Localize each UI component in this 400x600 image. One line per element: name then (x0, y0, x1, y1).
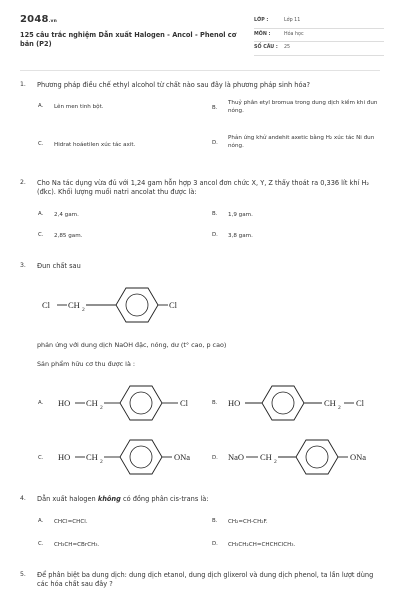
question-number: 2. (20, 179, 26, 186)
option-letter: A. (38, 400, 44, 406)
option-letter: B. (212, 518, 218, 524)
product-prompt: Sản phẩm hữu cơ thu được là : (37, 360, 136, 368)
question-text-part: Dẫn xuất halogen (37, 495, 98, 503)
option-letter: C. (38, 141, 44, 147)
benzene-ring (262, 386, 304, 420)
option-letter: B. (212, 211, 218, 217)
option-letter: B. (212, 400, 218, 406)
meta-row-class (254, 15, 384, 29)
question-number: 1. (20, 81, 26, 88)
hydroxyl-label: HO (228, 398, 241, 408)
option-b-structure[interactable] (226, 382, 382, 428)
methylene-label: CH (260, 452, 272, 462)
logo-text: 2048 (20, 14, 49, 25)
question-text (37, 495, 377, 504)
option-d-structure[interactable] (226, 436, 382, 482)
header-divider (20, 70, 380, 71)
option-text: Thuỷ phân etyl bromua trong dung dịch kiềm khi đun nóng. (228, 100, 378, 115)
option-letter: C. (38, 455, 44, 461)
question-text: Cho Na tác dụng vừa đủ với 1,24 gam hỗn hợp 3 ancol đơn chức X, Y, Z thấy thoát ra 0,336 lít khí H₂ (đkc). Khối lượng muối natri ancolat thu được là: (37, 179, 370, 196)
site-logo[interactable] (20, 13, 57, 27)
reactant-structure (40, 282, 210, 328)
question-text-part: có đồng phân cis-trans là: (120, 495, 209, 503)
meta-row-count (254, 42, 384, 56)
option-letter: B. (212, 105, 218, 111)
option-letter: D. (212, 140, 218, 146)
subscript-two: 2 (82, 307, 85, 313)
option-text: CH₃CH=CBrCH₃. (54, 542, 100, 548)
option-text: Phản ứng khử andehit axetic bằng H₂ xúc tác Ni đun nóng. (228, 135, 375, 150)
option-letter: D. (212, 232, 218, 238)
question-number: 3. (20, 262, 26, 269)
quiz-title: 125 câu trắc nghiệm Dẫn xuất Halogen - Ancol - Phenol cơ bản (P2) (20, 31, 237, 48)
option-letter: C. (38, 232, 44, 238)
question-text: Để phân biệt ba dung dịch: dung dịch etanol, dung dịch glixerol và dung dịch phenol, ta lần lượt dùng các hóa chất sau đây ? (37, 571, 374, 588)
benzene-ring (116, 288, 158, 322)
option-letter: A. (38, 103, 44, 109)
meta-label: LỚP : (254, 18, 269, 24)
question-text: Đun chất sau (37, 262, 81, 270)
page-header (0, 0, 400, 70)
question-2 (20, 179, 382, 249)
option-text: 3,8 gam. (228, 233, 253, 239)
meta-value: 25 (284, 45, 291, 51)
option-letter: D. (212, 541, 218, 547)
logo-suffix: .vn (48, 19, 58, 24)
methylene-label: CH (86, 452, 98, 462)
subscript-two: 2 (100, 405, 103, 411)
meta-row-subject (254, 29, 384, 43)
option-c-structure[interactable] (56, 436, 206, 482)
meta-value: Lớp 11 (284, 18, 301, 24)
chlorine-label: Cl (169, 300, 178, 310)
reaction-text: phản ứng với dung dịch NaOH đặc, nóng, dư (t° cao, p cao) (37, 341, 227, 349)
option-letter: A. (38, 211, 44, 217)
methylene-label: CH (68, 300, 80, 310)
option-text: 2,85 gam. (54, 233, 83, 239)
option-text: 2,4 gam. (54, 212, 79, 218)
option-text: CH₂=CH-CH₂F. (228, 519, 268, 525)
question-5 (20, 571, 382, 597)
question-number: 5. (20, 571, 26, 578)
question-text-emphasis: không (97, 495, 121, 503)
question-4 (20, 495, 382, 555)
subscript-two: 2 (100, 459, 103, 465)
option-text: Hidrat hoáetilen xúc tác axit. (54, 142, 136, 148)
meta-value: Hóa học (284, 31, 304, 37)
meta-label: SỐ CÂU : (254, 45, 278, 51)
question-3 (20, 262, 382, 484)
option-text: 1,9 gam. (228, 212, 253, 218)
question-number: 4. (20, 495, 26, 502)
quiz-meta (254, 15, 384, 56)
option-text: Lên men tinh bột. (54, 104, 104, 110)
chlorine-label: Cl (180, 398, 189, 408)
option-text: CH₃CH₂CH=CHCHClCH₃. (228, 542, 296, 548)
meta-label: MÔN : (254, 31, 271, 37)
chlorine-label: Cl (356, 398, 365, 408)
subscript-two: 2 (338, 405, 341, 411)
question-text: Phương pháp điều chế ethyl alcohol từ chất nào sau đây là phương pháp sinh hóa? (37, 81, 311, 89)
sodium-oxide-label: NaO (228, 452, 245, 462)
hydroxyl-label: HO (58, 452, 71, 462)
option-a-structure[interactable] (56, 382, 206, 428)
chlorine-label: Cl (42, 300, 51, 310)
question-1 (20, 81, 382, 161)
sodium-oxide-label: ONa (350, 452, 367, 462)
benzene-ring (296, 440, 338, 474)
methylene-label: CH (324, 398, 336, 408)
benzene-ring (120, 386, 162, 420)
option-letter: A. (38, 518, 44, 524)
hydroxyl-label: HO (58, 398, 71, 408)
benzene-ring (120, 440, 162, 474)
subscript-two: 2 (274, 459, 277, 465)
option-text: CHCl=CHCl. (54, 519, 88, 525)
sodium-oxide-label: ONa (174, 452, 191, 462)
methylene-label: CH (86, 398, 98, 408)
option-letter: C. (38, 541, 44, 547)
option-letter: D. (212, 455, 218, 461)
